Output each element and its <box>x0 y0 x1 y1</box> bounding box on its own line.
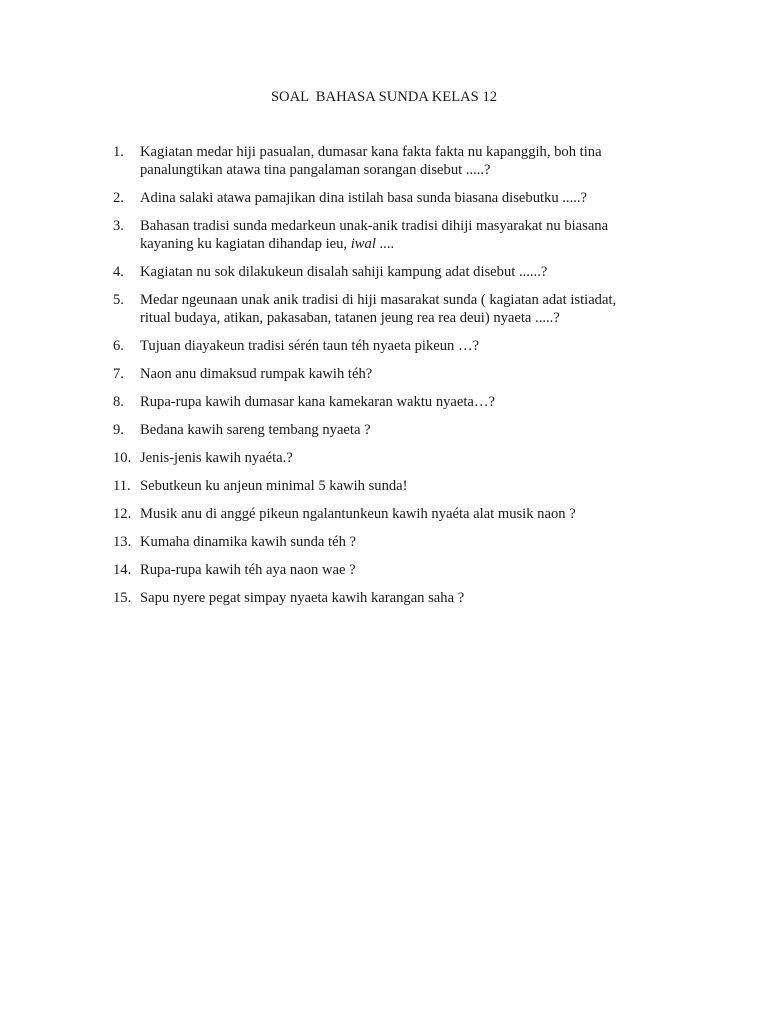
question-text <box>140 189 673 207</box>
question-number: 15. <box>113 590 132 606</box>
question-item-7 <box>113 365 673 383</box>
question-number: 14. <box>113 562 132 578</box>
question-line: Jenis-jenis kawih nyaéta.? <box>140 450 293 466</box>
question-line: Medar ngeunaan unak anik tradisi di hiji masarakat sunda ( kagiatan adat istiadat, <box>140 292 617 308</box>
question-number: 3. <box>113 218 124 234</box>
question-text <box>140 263 673 281</box>
question-number: 8. <box>113 394 124 410</box>
question-text <box>140 589 673 607</box>
question-number: 11. <box>113 478 131 494</box>
question-item-1 <box>113 143 673 179</box>
question-item-3 <box>113 217 673 253</box>
question-line: Naon anu dimaksud rumpak kawih téh? <box>140 366 373 382</box>
question-line <box>140 235 673 253</box>
question-number: 13. <box>113 534 132 550</box>
question-text <box>140 143 673 179</box>
question-line: panalungtikan atawa tina pangalaman sorangan disebut .....? <box>140 162 491 178</box>
question-text <box>140 477 673 495</box>
question-line: Sebutkeun ku anjeun minimal 5 kawih sunda! <box>140 478 408 494</box>
question-item-15 <box>113 589 673 607</box>
question-line: Tujuan diayakeun tradisi sérén taun téh nyaeta pikeun …? <box>140 338 480 354</box>
question-line: Rupa-rupa kawih dumasar kana kamekaran waktu nyaeta…? <box>140 394 495 410</box>
question-text <box>140 217 673 253</box>
document-title: SOAL BAHASA SUNDA KELAS 12 <box>270 89 498 105</box>
question-emphasis: iwal <box>350 236 376 252</box>
question-number: 4. <box>113 264 124 280</box>
question-text <box>140 421 673 439</box>
question-line: Musik anu di anggé pikeun ngalantunkeun kawih nyaéta alat musik naon ? <box>140 506 576 522</box>
question-line: Kumaha dinamika kawih sunda téh ? <box>140 534 357 550</box>
question-list <box>113 143 673 617</box>
question-line: Sapu nyere pegat simpay nyaeta kawih karangan saha ? <box>140 590 465 606</box>
question-item-6 <box>113 337 673 355</box>
question-text <box>140 449 673 467</box>
question-text <box>140 291 673 327</box>
question-number: 9. <box>113 422 124 438</box>
question-text <box>140 505 673 523</box>
question-item-9 <box>113 421 673 439</box>
question-text <box>140 365 673 383</box>
question-text <box>140 561 673 579</box>
question-number: 6. <box>113 338 124 354</box>
question-text <box>140 337 673 355</box>
question-item-5 <box>113 291 673 327</box>
question-item-12 <box>113 505 673 523</box>
question-line: Rupa-rupa kawih téh aya naon wae ? <box>140 562 356 578</box>
question-number: 7. <box>113 366 124 382</box>
question-line: Bedana kawih sareng tembang nyaeta ? <box>140 422 371 438</box>
question-line: Adina salaki atawa pamajikan dina istilah basa sunda biasana disebutku .....? <box>140 190 588 206</box>
question-line-segment: kayaning ku kagiatan dihandap ieu, <box>140 236 351 252</box>
question-line: ritual budaya, atikan, pakasaban, tatanen jeung rea rea deui) nyaeta .....? <box>140 310 560 326</box>
question-number: 12. <box>113 506 132 522</box>
question-text <box>140 533 673 551</box>
question-item-14 <box>113 561 673 579</box>
question-number: 10. <box>113 450 132 466</box>
question-item-11 <box>113 477 673 495</box>
question-line: Kagiatan medar hiji pasualan, dumasar kana fakta fakta nu kapanggih, boh tina <box>140 144 602 160</box>
question-item-10 <box>113 449 673 467</box>
question-item-8 <box>113 393 673 411</box>
question-item-4 <box>113 263 673 281</box>
question-number: 5. <box>113 292 124 308</box>
question-line: Bahasan tradisi sunda medarkeun unak-anik tradisi dihiji masyarakat nu biasana <box>140 218 609 234</box>
question-number: 1. <box>113 144 124 160</box>
question-text <box>140 393 673 411</box>
question-line-segment: .... <box>375 236 395 252</box>
question-number: 2. <box>113 190 124 206</box>
question-line: Kagiatan nu sok dilakukeun disalah sahiji kampung adat disebut ......? <box>140 264 548 280</box>
question-item-2 <box>113 189 673 207</box>
question-item-13 <box>113 533 673 551</box>
